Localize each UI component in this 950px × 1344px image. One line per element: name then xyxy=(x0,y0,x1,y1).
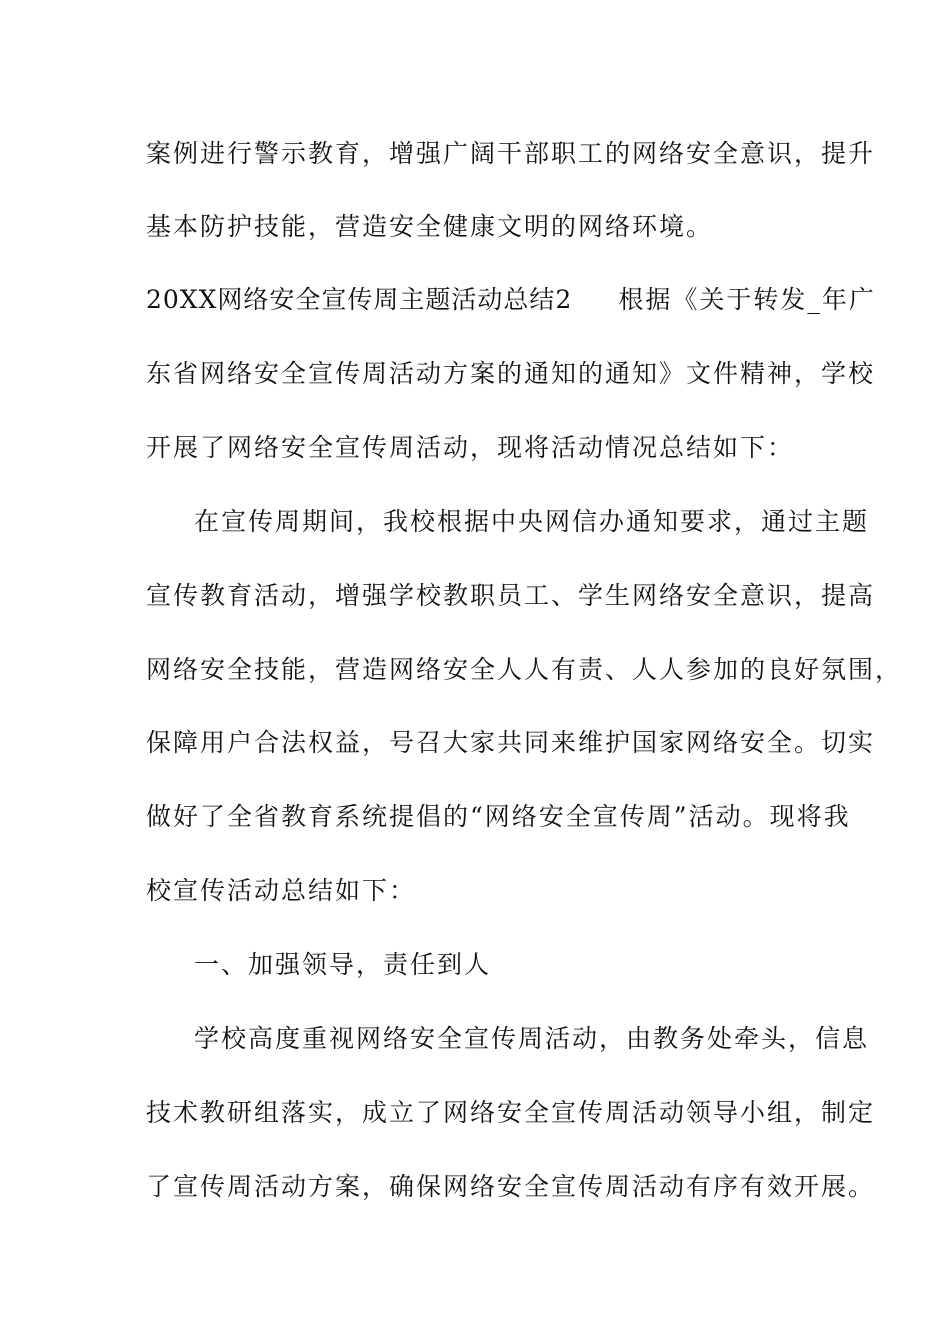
paragraph-start: 学校高度重视网络安全宣传周活动，由教务处牵头，信息 xyxy=(194,1024,870,1053)
heading-line xyxy=(146,284,876,316)
text-line: 了宣传周活动方案，确保网络安全宣传周活动有序有效开展。 xyxy=(146,1172,876,1201)
section-title: 20XX网络安全宣传周主题活动总结2 xyxy=(146,285,573,314)
text-line: 做好了全省教育系统提倡的“网络安全宣传周”活动。现将我 xyxy=(146,802,851,831)
text-line: 案例进行警示教育，增强广阔干部职工的网络安全意识，提升 xyxy=(146,139,876,168)
text-line: 基本防护技能，营造安全健康文明的网络环境。 xyxy=(146,212,714,241)
text-segment: 根据《关于转发_年广 xyxy=(618,285,876,314)
text-line: 东省网络安全宣传周活动方案的通知的通知》文件精神，学校 xyxy=(146,359,876,388)
text-line: 校宣传活动总结如下： xyxy=(146,876,417,905)
paragraph-start: 在宣传周期间，我校根据中央网信办通知要求，通过主题 xyxy=(194,507,870,536)
text-line: 技术教研组落实，成立了网络安全宣传周活动领导小组，制定 xyxy=(146,1098,876,1127)
section-heading: 一、加强领导，责任到人 xyxy=(194,950,492,979)
text-line: 宣传教育活动，增强学校教职员工、学生网络安全意识，提高 xyxy=(146,581,876,610)
text-line: 开展了网络安全宣传周活动，现将活动情况总结如下： xyxy=(146,433,795,462)
text-line: 网络安全技能，营造网络安全人人有责、人人参加的良好氛围， xyxy=(146,655,903,684)
text-line: 保障用户合法权益，号召大家共同来维护国家网络安全。切实 xyxy=(146,728,876,757)
